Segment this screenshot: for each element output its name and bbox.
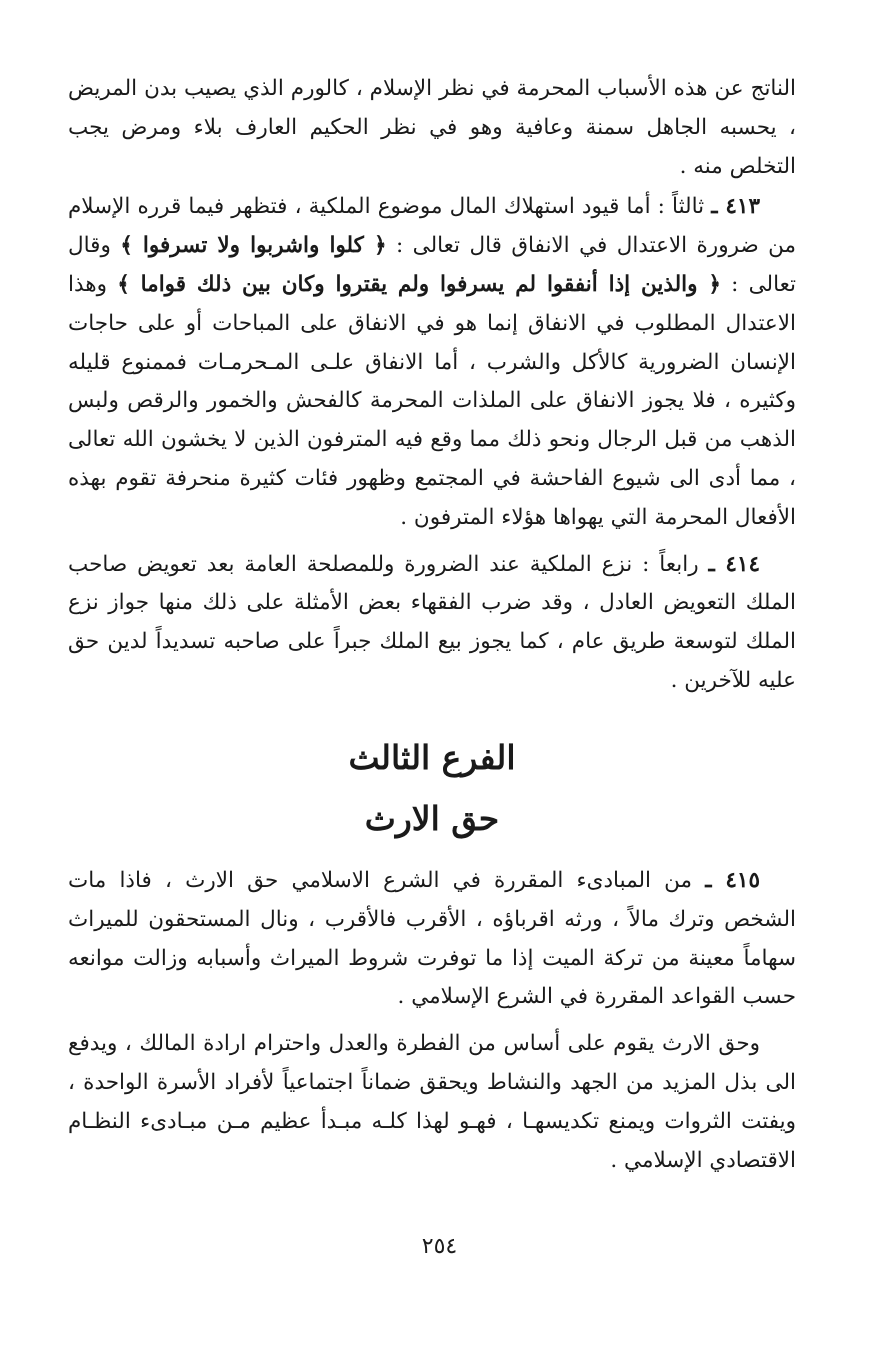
paragraph-413-text-b: وقال تعالى : bbox=[68, 233, 796, 297]
bottom-text-section bbox=[68, 862, 796, 1180]
paragraph-414-text: رابعاً : نزع الملكية عند الضرورة وللمصلحة العامة بعد تعويض صاحب الملك التعويض العادل ، وقد ضرب الفقهاء بعض الأمثلة على ذلك منها جواز نزع الملك لتوسعة طريق عام ، كما يجوز بيع الملك جبراً على صاحبه تسديداً لدين حق عليه للآخرين . bbox=[68, 551, 796, 693]
paragraph-413 bbox=[68, 188, 796, 537]
top-text-section bbox=[68, 70, 796, 701]
paragraph-413-text-a: ثالثاً : أما قيود استهلاك المال موضوع الملكية ، فتظهر فيما قرره الإسلام من ضرورة الاعتدال في الانفاق قال تعالى : bbox=[68, 194, 796, 259]
paragraph-415-text: من المبادىء المقررة في الشرع الاسلامي حق الارث ، فاذا مات الشخص وترك مالاً ، ورثه اقرباؤه ، الأقرب فالأقرب ، ونال المستحقون للميراث سهاماً معينة من تركة الميت إذا ما توفرت شروط الميراث وأسبابه وزالت موانعه حسب القواعد المقررة في الشرع الإسلامي . bbox=[68, 868, 796, 1010]
paragraph-415 bbox=[68, 862, 796, 1017]
quran-quote-2: ﴿ والذين إذا أنفقوا لم يسرفوا ولم يقتروا وكان بين ذلك قواما ﴾ bbox=[117, 271, 721, 297]
branch-title: الفرع الثالث bbox=[348, 738, 516, 777]
paragraph-413-text-c: وهذا الاعتدال المطلوب في الانفاق إنما هو في الانفاق على المباحات أو على حاجات الإنسان الضرورية كالأكل والشرب ، أما الانفاق علـى المـحرمـات فممنوع قليله وكثيره ، فلا يجوز الانفاق على الملذات المحرمة كالفحش والخمور والرقص ولبس الذهب من قبل الرجال ونحو ذلك مما وقع فيه المترفون الذين لا يخشون الله تعالى ، مما أدى الى شيوع الفاحشة في المجتمع وظهور فئات كثيرة منحرفة تقوم بهذه الأفعال المحرمة التي يهواها هؤلاء المترفون . bbox=[68, 271, 796, 530]
page-number: ٢٥٤ bbox=[421, 1234, 458, 1259]
paragraph-414 bbox=[68, 546, 796, 701]
quran-quote-1: ﴿ كلوا واشربوا ولا تسرفوا ﴾ bbox=[120, 233, 387, 259]
paragraph-number-413: ٤١٣ ـ bbox=[711, 194, 760, 220]
paragraph-number-414: ٤١٤ ـ bbox=[708, 551, 760, 577]
branch-subtitle: حق الارث bbox=[364, 799, 500, 838]
closing-paragraph: وحق الارث يقوم على أساس من الفطرة والعدل واحترام ارادة المالك ، ويدفع الى بذل المزيد من الجهد والنشاط ويحقق ضماناً اجتماعياً لأفراد الأسرة الواحدة ، ويفتت الثروات ويمنع تكديسهـا ، فهـو لهذا كلـه مبـدأ عظيم مـن مبـادىء النظـام الاقتصادي الإسلامي . bbox=[68, 1031, 796, 1173]
paragraph-number-415: ٤١٥ ـ bbox=[705, 868, 760, 893]
continuation-paragraph: الناتج عن هذه الأسباب المحرمة في نظر الإسلام ، كالورم الذي يصيب بدن المريض ، يحسبه الجاهل سمنة وعافية وهو في نظر الحكيم العارف بلاء ومرض يجب التخلص منه . bbox=[68, 76, 796, 179]
